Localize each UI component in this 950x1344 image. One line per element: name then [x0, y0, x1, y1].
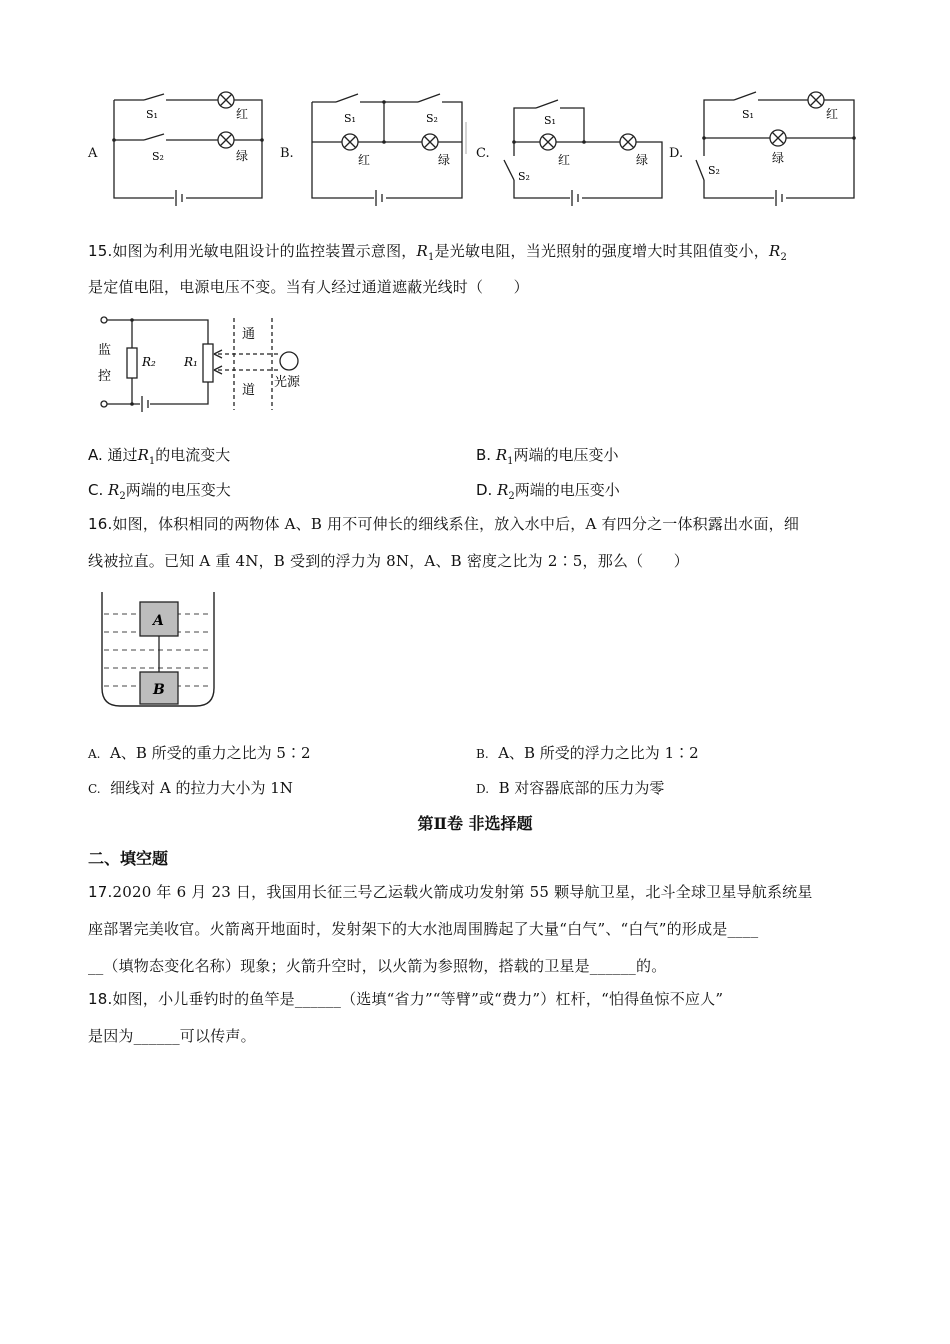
block-a-label: A — [153, 613, 164, 629]
question-number: 17. — [88, 883, 113, 901]
lamp-label: 红 — [236, 107, 249, 121]
switch-label: S₂ — [518, 170, 530, 183]
question-number: 16. — [88, 515, 113, 533]
block-b-label: B — [153, 682, 165, 698]
channel-label: 道 — [242, 383, 256, 398]
switch-label: S₁ — [544, 114, 556, 127]
monitor-label: 控 — [98, 369, 112, 384]
question-17-line-1: 17.2020 年 6 月 23 日，我国用长征三号乙运载火箭成功发射第 55 颗导航卫星，北斗全球卫星导航系统星 — [88, 883, 813, 901]
lamp-label: 绿 — [636, 153, 649, 167]
channel-label: 通 — [242, 327, 256, 342]
switch-label: S₂ — [708, 164, 720, 177]
switch-label: S₂ — [426, 112, 438, 125]
section-title: 第Ⅱ卷 非选择题 — [417, 814, 533, 833]
circuit-option-d-label: D. — [669, 146, 684, 161]
switch-label: S₁ — [344, 112, 356, 125]
circuit-option-b-label: B. — [280, 146, 294, 161]
question-16-line-2: 线被拉直。已知 A 重 4N，B 受到的浮力为 8N，A、B 密度之比为 2∶5，那么（ ） — [88, 552, 689, 570]
monitor-circuit-figure[interactable] — [94, 308, 314, 418]
part-heading: 二、填空题 — [88, 849, 169, 868]
switch-label: S₂ — [152, 150, 164, 163]
question-number: 15. — [88, 242, 113, 260]
q15-option-a[interactable]: A. 通过$R_1$的电流变大 — [88, 446, 231, 467]
q16-option-b[interactable]: B. A、B 所受的浮力之比为 1∶2 — [476, 744, 699, 762]
circuit-diagram-d[interactable] — [694, 88, 864, 208]
question-17-line-2: 座部署完美收官。火箭离开地面时，发射架下的大水池周围腾起了大量“白气”、“白气”的形成是____ — [88, 920, 759, 938]
question-18-line-2: 是因为______可以传声。 — [88, 1027, 256, 1045]
q15-option-c[interactable]: C. $R_2$两端的电压变大 — [88, 481, 231, 502]
circuit-option-c-label: C. — [476, 146, 490, 161]
q15-option-d[interactable]: D. $R_2$两端的电压变小 — [476, 481, 620, 502]
lamp-label: 红 — [826, 107, 839, 121]
q16-option-d[interactable]: D. B 对容器底部的压力为零 — [476, 779, 665, 797]
light-source-label: 光源 — [274, 375, 301, 390]
q16-option-a[interactable]: A. A、B 所受的重力之比为 5∶2 — [88, 744, 311, 762]
question-number: 18. — [88, 990, 113, 1008]
buoyancy-figure[interactable] — [96, 588, 220, 712]
circuit-diagram-c[interactable] — [500, 88, 670, 208]
question-15-line-1: 15.如图为利用光敏电阻设计的监控装置示意图，$R_1$是光敏电阻，当光照射的强度增大时其阻值变小，$R_2$ — [88, 242, 788, 263]
circuit-diagram-b[interactable] — [306, 88, 476, 208]
lamp-label: 绿 — [236, 149, 249, 163]
question-18-line-1: 18.如图，小儿垂钓时的鱼竿是______（选填“省力”“等臂”或“费力”）杠杆，“怕得鱼惊不应人” — [88, 990, 724, 1008]
question-17-line-3: __（填物态变化名称）现象；火箭升空时，以火箭为参照物，搭载的卫星是______的。 — [88, 957, 667, 975]
circuit-diagram-a[interactable] — [108, 88, 268, 208]
lamp-label: 绿 — [772, 151, 785, 165]
circuit-option-a-label: A — [88, 146, 98, 161]
monitor-label: 监 — [98, 343, 112, 358]
switch-label: S₁ — [742, 108, 754, 121]
lamp-label: 红 — [358, 153, 371, 167]
q15-option-b[interactable]: B. $R_1$两端的电压变小 — [476, 446, 619, 467]
lamp-label: 绿 — [438, 153, 451, 167]
question-15-line-2: 是定值电阻，电源电压不变。当有人经过通道遮蔽光线时（ ） — [88, 278, 529, 296]
q16-option-c[interactable]: C. 细线对 A 的拉力大小为 1N — [88, 779, 293, 797]
question-16-line-1: 16.如图，体积相同的两物体 A、B 用不可伸长的细线系住，放入水中后，A 有四分之一体积露出水面，细 — [88, 515, 800, 533]
lamp-label: 红 — [558, 153, 571, 167]
r1-label: R₁ — [184, 355, 198, 369]
circuit-options-row — [0, 80, 950, 210]
switch-label: S₁ — [146, 108, 158, 121]
r2-label: R₂ — [142, 355, 156, 369]
